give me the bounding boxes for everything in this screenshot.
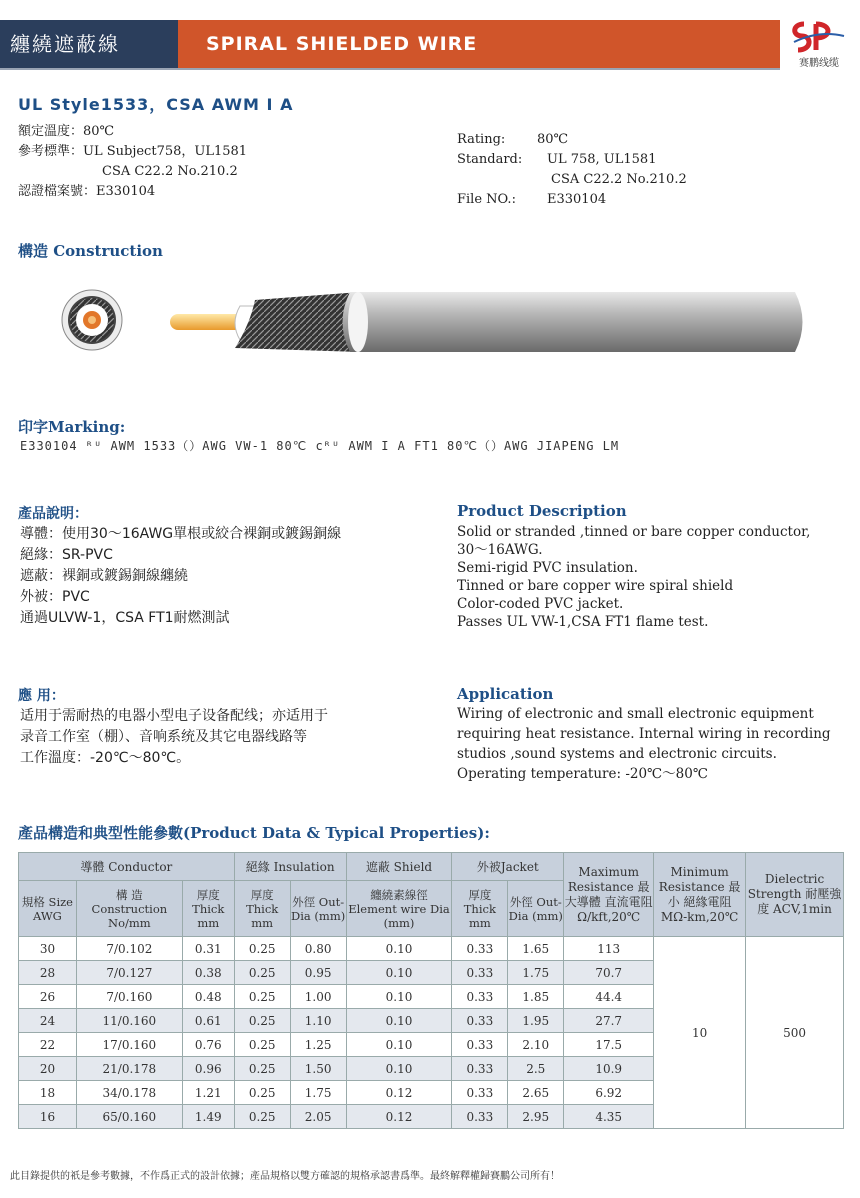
desc-cn-body — [20, 524, 341, 629]
app-en-title: Application — [457, 685, 554, 703]
desc-en-line: Color-coded PVC jacket. — [457, 596, 624, 612]
header-title-cn: 纏繞遮蔽線 — [0, 20, 178, 68]
table-cell: 0.12 — [346, 1081, 452, 1105]
table-cell: 24 — [19, 1009, 77, 1033]
product-data-table — [18, 852, 844, 1129]
desc-cn-line: 外被：PVC — [20, 589, 90, 605]
desc-en-body — [457, 523, 810, 631]
spec-cn-row: CSA C22.2 No.210.2 — [102, 164, 238, 179]
desc-cn-line: 導體：使用30～16AWG單根或絞合裸銅或鍍錫銅線 — [20, 526, 342, 542]
dielectric-value: 500 — [746, 937, 844, 1129]
desc-en-line: Tinned or bare copper wire spiral shield — [457, 578, 734, 594]
col-construction: 構 造 Construction No/mm — [76, 881, 182, 937]
table-cell: 0.76 — [182, 1033, 234, 1057]
app-cn-body — [20, 706, 328, 769]
table-cell: 1.75 — [508, 961, 564, 985]
specs-cn — [18, 122, 247, 202]
table-cell: 18 — [19, 1081, 77, 1105]
desc-en-line: Passes UL VW-1,CSA FT1 flame test. — [457, 614, 709, 630]
table-cell: 1.10 — [290, 1009, 346, 1033]
table-cell: 26 — [19, 985, 77, 1009]
spec-cn-row: 認證檔案號：E330104 — [18, 184, 156, 199]
table-cell: 0.25 — [234, 985, 290, 1009]
table-cell: 2.10 — [508, 1033, 564, 1057]
app-cn-line: 适用于需耐热的电器小型电子设备配线；亦适用于 — [20, 708, 328, 724]
cross-section — [62, 290, 122, 350]
table-cell: 0.25 — [234, 1105, 290, 1129]
col-min-resistance: Minimum Resistance 最小 絕緣電阻 MΩ-km,20℃ — [654, 853, 746, 937]
app-cn-title: 應 用： — [18, 688, 65, 704]
table-cell: 10.9 — [564, 1057, 654, 1081]
table-cell: 0.33 — [452, 1081, 508, 1105]
shield — [235, 292, 360, 352]
table-cell: 2.05 — [290, 1105, 346, 1129]
spec-en-row: Standard: UL 758, UL1581 — [457, 152, 657, 167]
desc-en-line: Semi-rigid PVC insulation. — [457, 560, 638, 576]
table-cell: 1.65 — [508, 937, 564, 961]
col-jac-thick: 厚度 Thick mm — [452, 881, 508, 937]
table-cell: 1.21 — [182, 1081, 234, 1105]
table-cell: 0.33 — [452, 1009, 508, 1033]
table-cell: 17/0.160 — [76, 1033, 182, 1057]
logo-mark-icon — [784, 20, 854, 54]
col-shield-element: 纏繞素線徑 Element wire Dia (mm) — [346, 881, 452, 937]
table-cell: 11/0.160 — [76, 1009, 182, 1033]
app-en-line: Operating temperature: -20℃～80℃ — [457, 766, 708, 782]
table-cell: 28 — [19, 961, 77, 985]
col-group-conductor: 導體 Conductor — [19, 853, 235, 881]
col-group-insulation: 絕緣 Insulation — [234, 853, 346, 881]
marking-text: E330104 ᴿᵁ AWM 1533（）AWG VW-1 80℃ cᴿᵁ AWM I A FT1 80℃（）AWG JIAPENG LM — [20, 439, 620, 453]
table-cell: 0.95 — [290, 961, 346, 985]
table-cell: 0.31 — [182, 937, 234, 961]
table-cell: 21/0.178 — [76, 1057, 182, 1081]
table-cell: 0.10 — [346, 1033, 452, 1057]
min-resistance-value: 10 — [654, 937, 746, 1129]
table-cell: 44.4 — [564, 985, 654, 1009]
table-cell: 0.10 — [346, 961, 452, 985]
desc-cn-line: 遮蔽：裸銅或鍍錫銅線纏繞 — [20, 568, 188, 584]
col-ins-od: 外徑 Out-Dia (mm) — [290, 881, 346, 937]
app-en-line: requiring heat resistance. Internal wiring in recording — [457, 726, 831, 742]
spec-cn-row: 額定溫度：80℃ — [18, 124, 115, 139]
table-cell: 7/0.127 — [76, 961, 182, 985]
table-cell: 1.85 — [508, 985, 564, 1009]
col-size: 規格 Size AWG — [19, 881, 77, 937]
table-cell: 0.80 — [290, 937, 346, 961]
desc-cn-title: 產品說明： — [18, 506, 88, 522]
table-cell: 1.75 — [290, 1081, 346, 1105]
table-cell: 22 — [19, 1033, 77, 1057]
desc-en-line: 30～16AWG. — [457, 542, 543, 558]
footer-disclaimer: 此目錄提供的祇是參考數據，不作爲正式的設計依據；產品規格以雙方確認的規格承認書爲準。最終解釋權歸賽鵬公司所有！ — [10, 1171, 560, 1182]
table-cell: 6.92 — [564, 1081, 654, 1105]
table-cell: 0.96 — [182, 1057, 234, 1081]
table-cell: 4.35 — [564, 1105, 654, 1129]
table-cell: 1.25 — [290, 1033, 346, 1057]
specs-en — [457, 130, 687, 210]
table-body — [19, 937, 844, 1129]
desc-en-title: Product Description — [457, 502, 627, 520]
table-cell: 0.33 — [452, 937, 508, 961]
table-cell: 0.25 — [234, 1057, 290, 1081]
table-cell: 2.95 — [508, 1105, 564, 1129]
app-en-line: Wiring of electronic and small electronic equipment — [457, 706, 814, 722]
table-cell: 1.50 — [290, 1057, 346, 1081]
spec-en-row: File NO.: E330104 — [457, 192, 607, 207]
col-dielectric: Dielectric Strength 耐壓強度 ACV,1min — [746, 853, 844, 937]
desc-en-line: Solid or stranded ,tinned or bare copper conductor, — [457, 524, 811, 540]
table-cell: 7/0.102 — [76, 937, 182, 961]
table-cell: 70.7 — [564, 961, 654, 985]
col-group-jacket: 外被Jacket — [452, 853, 564, 881]
jacket — [343, 292, 803, 352]
table-cell: 17.5 — [564, 1033, 654, 1057]
table-cell: 0.10 — [346, 1009, 452, 1033]
table-cell: 7/0.160 — [76, 985, 182, 1009]
table-cell: 0.25 — [234, 1081, 290, 1105]
spec-cn-row: 參考標準：UL Subject758，UL1581 — [18, 144, 248, 159]
table-cell: 0.61 — [182, 1009, 234, 1033]
table-cell: 0.48 — [182, 985, 234, 1009]
table-cell: 0.10 — [346, 1057, 452, 1081]
company-logo — [784, 20, 854, 70]
wire-construction-illustration — [60, 282, 810, 362]
table-cell: 20 — [19, 1057, 77, 1081]
header-divider — [0, 68, 780, 70]
table-cell: 0.33 — [452, 961, 508, 985]
table-cell: 0.25 — [234, 1009, 290, 1033]
table-cell: 27.7 — [564, 1009, 654, 1033]
construction-title: 構造 Construction — [18, 242, 163, 260]
table-cell: 0.25 — [234, 961, 290, 985]
spec-en-row: CSA C22.2 No.210.2 — [551, 172, 687, 187]
table-title: 產品構造和典型性能參數(Product Data & Typical Properties): — [18, 824, 490, 842]
table-row — [19, 937, 844, 961]
table-cell: 1.95 — [508, 1009, 564, 1033]
table-cell: 0.12 — [346, 1105, 452, 1129]
col-group-shield: 遮蔽 Shield — [346, 853, 452, 881]
table-cell: 0.33 — [452, 1033, 508, 1057]
marking-title: 印字Marking: — [18, 418, 126, 436]
app-cn-line: 工作溫度：-20℃～80℃。 — [20, 750, 191, 766]
col-max-resistance: Maximum Resistance 最大導體 直流電阻 Ω/kft,20℃ — [564, 853, 654, 937]
desc-cn-line: 通過ULVW-1，CSA FT1耐燃測試 — [20, 610, 230, 626]
table-cell: 0.25 — [234, 937, 290, 961]
table-cell: 0.10 — [346, 937, 452, 961]
desc-cn-line: 絕緣：SR-PVC — [20, 547, 113, 563]
table-cell: 2.5 — [508, 1057, 564, 1081]
table-cell: 0.38 — [182, 961, 234, 985]
table-cell: 0.25 — [234, 1033, 290, 1057]
table-cell: 30 — [19, 937, 77, 961]
table-cell: 113 — [564, 937, 654, 961]
logo-caption: 赛鹏线缆 — [799, 58, 839, 69]
table-cell: 0.10 — [346, 985, 452, 1009]
col-cond-thick: 厚度 Thick mm — [182, 881, 234, 937]
app-cn-line: 录音工作室（棚）、音响系统及其它电器线路等 — [20, 729, 307, 745]
table-cell: 16 — [19, 1105, 77, 1129]
col-jac-od: 外徑 Out-Dia (mm) — [508, 881, 564, 937]
table-cell: 2.65 — [508, 1081, 564, 1105]
ul-style-title: UL Style1533，CSA AWM I A — [18, 95, 294, 114]
table-cell: 0.33 — [452, 1057, 508, 1081]
col-ins-thick: 厚度 Thick mm — [234, 881, 290, 937]
table-cell: 0.33 — [452, 1105, 508, 1129]
app-en-body — [457, 704, 831, 784]
table-header-row — [19, 853, 844, 881]
app-en-line: studios ,sound systems and electronic circuits. — [457, 746, 777, 762]
header-title-en: SPIRAL SHIELDED WIRE — [178, 20, 780, 68]
table-cell: 1.00 — [290, 985, 346, 1009]
table-cell: 1.49 — [182, 1105, 234, 1129]
table-cell: 34/0.178 — [76, 1081, 182, 1105]
table-cell: 65/0.160 — [76, 1105, 182, 1129]
spec-en-row: Rating: 80℃ — [457, 132, 569, 147]
table-cell: 0.33 — [452, 985, 508, 1009]
header-bar — [0, 20, 860, 70]
